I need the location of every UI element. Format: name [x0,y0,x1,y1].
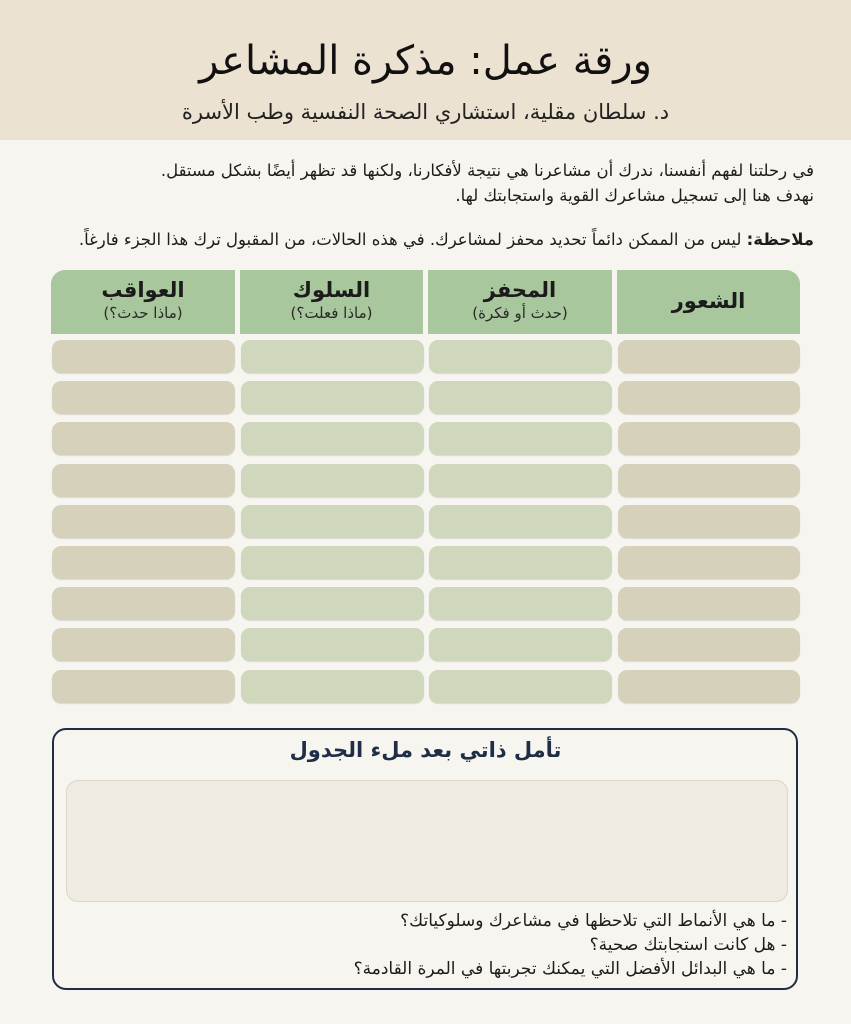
intro-paragraph [110,158,814,208]
table-cell-trigger[interactable] [429,340,612,373]
column-subtitle: (ماذا فعلت؟) [290,304,373,322]
table-cell-trigger[interactable] [429,670,612,703]
table-cell-consequences[interactable] [52,546,235,579]
table-cell-trigger[interactable] [429,422,612,455]
page-title: ورقة عمل: مذكرة المشاعر [199,38,652,84]
column-header-consequences [51,270,235,334]
column-title: العواقب [101,278,185,302]
table-cell-consequences[interactable] [52,670,235,703]
note-text: ليس من الممكن دائماً تحديد محفز لمشاعرك. في هذه الحالات، من المقبول ترك هذا الجزء فارغاً. [78,230,747,249]
table-cell-feeling[interactable] [618,628,800,661]
table-cell-behavior[interactable] [241,587,424,620]
page-subtitle: د. سلطان مقلية، استشاري الصحة النفسية وطب الأسرة [181,100,670,124]
table-cell-trigger[interactable] [429,546,612,579]
table-cell-consequences[interactable] [52,505,235,538]
column-header-trigger [428,270,612,334]
reflection-question-2: - هل كانت استجابتك صحية؟ [589,935,787,955]
table-cell-trigger[interactable] [429,464,612,497]
table-cell-trigger[interactable] [429,628,612,661]
table-cell-feeling[interactable] [618,381,800,414]
column-title: المحفز [483,278,557,302]
table-cell-feeling[interactable] [618,464,800,497]
column-title: السلوك [292,278,371,302]
reflection-title: تأمل ذاتي بعد ملء الجدول [289,738,562,762]
table-cell-feeling[interactable] [618,670,800,703]
column-header-feeling [617,270,800,334]
table-cell-feeling[interactable] [618,422,800,455]
table-cell-consequences[interactable] [52,340,235,373]
table-cell-behavior[interactable] [241,340,424,373]
note-paragraph [40,230,814,249]
table-cell-feeling[interactable] [618,587,800,620]
table-cell-trigger[interactable] [429,381,612,414]
table-cell-consequences[interactable] [52,381,235,414]
column-subtitle: (ماذا حدث؟) [103,304,183,322]
table-cell-trigger[interactable] [429,587,612,620]
intro-line-2: نهدف هنا إلى تسجيل مشاعرك القوية واستجابتك لها. [455,186,814,205]
table-cell-behavior[interactable] [241,381,424,414]
table-cell-behavior[interactable] [241,670,424,703]
table-cell-feeling[interactable] [618,505,800,538]
table-cell-behavior[interactable] [241,505,424,538]
table-cell-behavior[interactable] [241,464,424,497]
table-cell-behavior[interactable] [241,422,424,455]
table-cell-trigger[interactable] [429,505,612,538]
table-cell-consequences[interactable] [52,464,235,497]
intro-line-1: في رحلتنا لفهم أنفسنا، ندرك أن مشاعرنا هي نتيجة لأفكارنا، ولكنها قد تظهر أيضًا بشكل مستقل. [160,161,814,180]
table-cell-feeling[interactable] [618,340,800,373]
column-header-behavior [240,270,423,334]
note-label: ملاحظة: [746,230,814,249]
table-cell-consequences[interactable] [52,587,235,620]
table-cell-consequences[interactable] [52,422,235,455]
table-cell-behavior[interactable] [241,546,424,579]
column-subtitle: (حدث أو فكرة) [472,304,568,322]
page-header [0,0,851,140]
reflection-question-3: - ما هي البدائل الأفضل التي يمكنك تجربتها في المرة القادمة؟ [353,959,787,979]
table-cell-feeling[interactable] [618,546,800,579]
table-cell-behavior[interactable] [241,628,424,661]
reflection-question-1: - ما هي الأنماط التي تلاحظها في مشاعرك وسلوكياتك؟ [400,911,787,931]
reflection-text-area[interactable] [66,780,788,902]
table-cell-consequences[interactable] [52,628,235,661]
column-title: الشعور [671,289,746,313]
